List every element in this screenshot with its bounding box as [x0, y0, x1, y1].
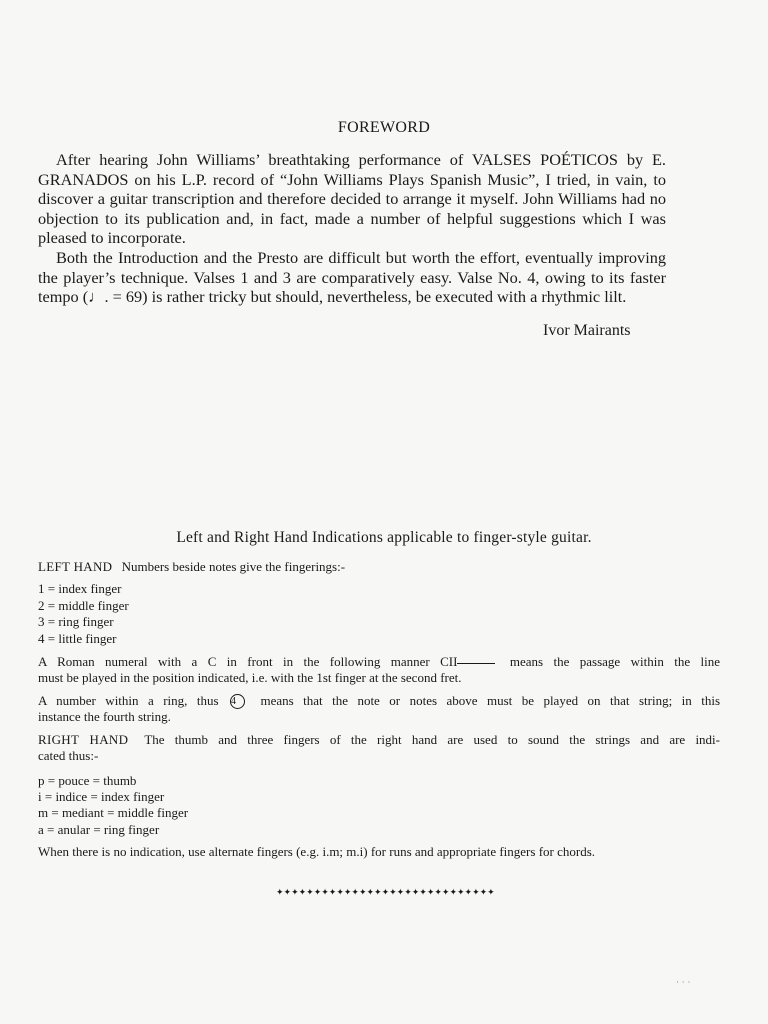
left-hand-label: LEFT HAND [38, 559, 113, 574]
ornament-divider: ✦✦✦✦✦✦✦✦✦✦✦✦✦✦✦✦✦✦✦✦✦✦✦✦✦✦✦✦✦ [276, 888, 495, 898]
left-hand-intro: Numbers beside notes give the fingerings:- [121, 559, 346, 574]
list-item: m = mediant = middle finger [38, 805, 189, 821]
right-hand-intro2: cated thus:- [38, 748, 99, 764]
roman-numeral-line2: must be played in the position indicated, i.e. with the 1st finger at the second fret. [38, 670, 462, 686]
indications-title: Left and Right Hand Indications applicable to finger-style guitar. [176, 529, 592, 546]
signature: Ivor Mairants [543, 322, 631, 339]
list-item: 4 = little finger [38, 630, 117, 646]
list-item: a = anular = ring finger [38, 821, 160, 837]
foreword-title: FOREWORD [337, 119, 431, 136]
foreword-paragraph: After hearing John Williams’ breathtaking performance of VALSES POÉTICOS by E. GRANADOS on his L.P. record of “John Williams Plays Spanish Music”, I tried, in vain, to discover a guitar transcription and therefore decided to arrange it myself. John Williams had no objection to its publication and, in fact, made a number of helpful suggestions which I was pleased to incorporate. [38, 150, 666, 248]
right-hand-paragraph [38, 732, 720, 765]
ring-text-after: means that the note or notes above must be played on that string; in this [260, 692, 721, 708]
corner-mark: · · · [676, 978, 691, 988]
list-item: 2 = middle finger [38, 597, 129, 613]
right-hand-intro: The thumb and three fingers of the right hand are used to sound the strings and are indi- [144, 731, 720, 747]
list-item: 3 = ring finger [38, 614, 114, 630]
ring-paragraph [38, 693, 720, 726]
list-item: i = indice = index finger [38, 788, 165, 804]
ring-text: A number within a ring, thus [38, 692, 219, 708]
indications-section [38, 559, 720, 861]
foreword-paragraph: Both the Introduction and the Presto are difficult but worth the effort, eventually improving the player’s technique. Valses 1 and 3 are comparatively easy. Valse No. 4, owing to its faster tempo (♩. = 69) is rather tricky but should, nevertheless, be executed with a rhythmic lilt. [38, 247, 666, 307]
list-item: 1 = index finger [38, 581, 122, 597]
position-line-symbol [457, 663, 495, 664]
roman-numeral-text: A Roman numeral with a C in front in the following manner CII [38, 654, 458, 670]
right-hand-label: RIGHT HAND [38, 731, 129, 747]
left-hand-heading [38, 559, 720, 575]
ring-line2: instance the fourth string. [38, 709, 171, 725]
roman-numeral-paragraph [38, 654, 720, 687]
roman-numeral-text-after: means the passage within the line [509, 654, 720, 670]
foreword-body [38, 150, 666, 307]
string-number-ring: 4 [230, 694, 245, 709]
closing-note: When there is no indication, use alternate fingers (e.g. i.m; m.i) for runs and appropriate fingers for chords. [38, 844, 596, 860]
list-item: p = pouce = thumb [38, 772, 137, 788]
